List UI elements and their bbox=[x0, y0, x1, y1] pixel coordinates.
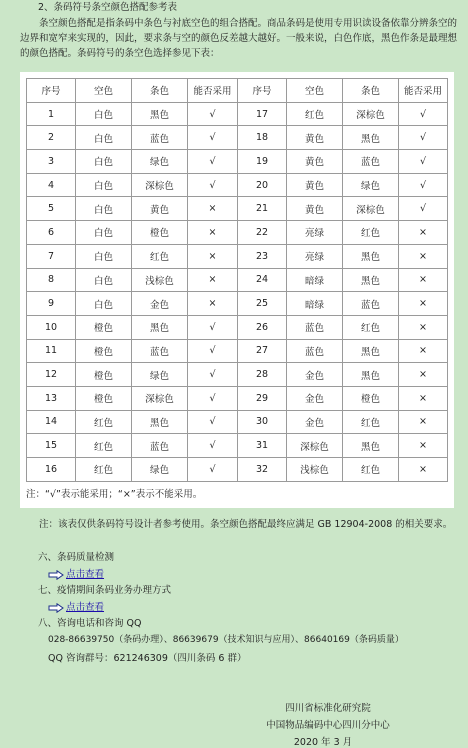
table-row bbox=[27, 386, 448, 410]
table-cell: 白色 bbox=[76, 268, 132, 292]
table-cell: 白色 bbox=[76, 126, 132, 150]
header-cell: 空色 bbox=[76, 79, 132, 103]
signature-org-1: 四川省标准化研究院 bbox=[285, 703, 371, 714]
table-cell: × bbox=[399, 268, 448, 292]
table-cell: 黄色 bbox=[287, 150, 343, 174]
header-cell: 空色 bbox=[287, 79, 343, 103]
table-cell: 橙色 bbox=[76, 339, 132, 363]
table-cell: 黑色 bbox=[343, 363, 399, 387]
table-cell: 22 bbox=[238, 221, 287, 245]
table-cell: 浅棕色 bbox=[287, 458, 343, 482]
table-cell: 6 bbox=[27, 221, 76, 245]
table-row bbox=[27, 244, 448, 268]
signature-date: 2020 年 3 月 bbox=[293, 737, 353, 748]
table-row bbox=[27, 434, 448, 458]
table-cell: 白色 bbox=[76, 102, 132, 126]
table-cell: 红色 bbox=[343, 315, 399, 339]
table-cell: √ bbox=[188, 315, 238, 339]
header-cell: 条色 bbox=[343, 79, 399, 103]
table-cell: 绿色 bbox=[132, 458, 188, 482]
table-cell: 红色 bbox=[132, 244, 188, 268]
table-cell: 绿色 bbox=[132, 363, 188, 387]
table-cell: 黑色 bbox=[343, 126, 399, 150]
table-cell: × bbox=[399, 386, 448, 410]
table-row bbox=[27, 315, 448, 339]
table-cell: √ bbox=[188, 150, 238, 174]
header-cell: 序号 bbox=[238, 79, 287, 103]
table-cell: 蓝色 bbox=[343, 150, 399, 174]
table-cell: 1 bbox=[27, 102, 76, 126]
table-cell: 30 bbox=[238, 410, 287, 434]
table-cell: × bbox=[399, 221, 448, 245]
color-table-panel bbox=[20, 72, 454, 508]
table-cell: 11 bbox=[27, 339, 76, 363]
table-cell: 白色 bbox=[76, 292, 132, 316]
table-cell: 23 bbox=[238, 244, 287, 268]
table-cell: 深棕色 bbox=[132, 173, 188, 197]
table-cell: 18 bbox=[238, 126, 287, 150]
table-cell: 蓝色 bbox=[343, 292, 399, 316]
table-cell: 红色 bbox=[343, 458, 399, 482]
table-cell: × bbox=[188, 197, 238, 221]
table-row bbox=[27, 268, 448, 292]
table-cell: 黄色 bbox=[287, 126, 343, 150]
table-cell: 黑色 bbox=[343, 339, 399, 363]
table-cell: 黄色 bbox=[132, 197, 188, 221]
table-cell: 黄色 bbox=[287, 173, 343, 197]
table-cell: 蓝色 bbox=[132, 434, 188, 458]
table-cell: 暗绿 bbox=[287, 268, 343, 292]
table-cell: 16 bbox=[27, 458, 76, 482]
table-cell: 白色 bbox=[76, 150, 132, 174]
table-cell: √ bbox=[188, 173, 238, 197]
table-row bbox=[27, 292, 448, 316]
section-epidemic-link-row[interactable] bbox=[48, 601, 104, 614]
table-cell: 21 bbox=[238, 197, 287, 221]
table-cell: 暗绿 bbox=[287, 292, 343, 316]
table-cell: 橙色 bbox=[132, 221, 188, 245]
remark-paragraph: 注：该表仅供条码符号设计者参考使用。条空颜色搭配最终应满足 GB 12904-2008 的相关要求。 bbox=[39, 519, 453, 530]
table-cell: 蓝色 bbox=[287, 339, 343, 363]
table-cell: 12 bbox=[27, 363, 76, 387]
table-cell: 金色 bbox=[132, 292, 188, 316]
table-cell: 绿色 bbox=[343, 173, 399, 197]
table-cell: × bbox=[399, 339, 448, 363]
table-cell: × bbox=[399, 410, 448, 434]
table-cell: √ bbox=[399, 173, 448, 197]
table-cell: 白色 bbox=[76, 244, 132, 268]
table-cell: √ bbox=[188, 458, 238, 482]
table-cell: 10 bbox=[27, 315, 76, 339]
table-cell: 17 bbox=[238, 102, 287, 126]
table-row bbox=[27, 458, 448, 482]
table-cell: 20 bbox=[238, 173, 287, 197]
table-cell: √ bbox=[188, 410, 238, 434]
table-cell: 红色 bbox=[76, 410, 132, 434]
table-heading: 2、条码符号条空颜色搭配参考表 bbox=[38, 2, 178, 13]
table-cell: √ bbox=[188, 102, 238, 126]
table-header-row bbox=[27, 79, 448, 103]
table-cell: 7 bbox=[27, 244, 76, 268]
table-cell: √ bbox=[399, 197, 448, 221]
table-cell: × bbox=[188, 221, 238, 245]
header-cell: 序号 bbox=[27, 79, 76, 103]
table-cell: 黑色 bbox=[343, 434, 399, 458]
section-epidemic-title: 七、疫情期间条码业务办理方式 bbox=[38, 585, 172, 596]
table-row bbox=[27, 173, 448, 197]
table-cell: 白色 bbox=[76, 197, 132, 221]
table-cell: 14 bbox=[27, 410, 76, 434]
table-cell: 红色 bbox=[287, 102, 343, 126]
table-cell: 9 bbox=[27, 292, 76, 316]
section-contact-title: 八、咨询电话和咨询 QQ bbox=[38, 618, 142, 629]
table-cell: 黑色 bbox=[343, 244, 399, 268]
table-cell: 亮绿 bbox=[287, 221, 343, 245]
table-cell: 浅棕色 bbox=[132, 268, 188, 292]
table-cell: 红色 bbox=[76, 458, 132, 482]
table-cell: 8 bbox=[27, 268, 76, 292]
table-cell: 橙色 bbox=[76, 363, 132, 387]
table-cell: 橙色 bbox=[343, 386, 399, 410]
table-cell: 红色 bbox=[343, 221, 399, 245]
table-row bbox=[27, 221, 448, 245]
table-cell: 蓝色 bbox=[132, 126, 188, 150]
contact-qq: QQ 咨询群号：621246309（四川条码 6 群） bbox=[48, 653, 247, 664]
table-cell: 2 bbox=[27, 126, 76, 150]
section-quality-title: 六、条码质量检测 bbox=[38, 552, 115, 563]
table-cell: × bbox=[399, 458, 448, 482]
table-cell: × bbox=[399, 244, 448, 268]
section-quality-link-row[interactable] bbox=[48, 568, 104, 581]
table-cell: 深棕色 bbox=[287, 434, 343, 458]
table-cell: 13 bbox=[27, 386, 76, 410]
table-cell: 深棕色 bbox=[343, 197, 399, 221]
table-cell: 26 bbox=[238, 315, 287, 339]
table-cell: 4 bbox=[27, 173, 76, 197]
table-cell: 亮绿 bbox=[287, 244, 343, 268]
table-cell: × bbox=[399, 363, 448, 387]
table-cell: 29 bbox=[238, 386, 287, 410]
table-cell: × bbox=[188, 244, 238, 268]
table-cell: 红色 bbox=[76, 434, 132, 458]
intro-paragraph: 条空颜色搭配是指条码中条色与衬底空色的组合搭配。商品条码是使用专用识读设备依靠分辨条空的边界和宽窄来实现的，因此，要求条与空的颜色反差越大越好。一般来说，白色作底，黑色作条是最理想的颜色搭配。条码符号的条空色选择参见下表： bbox=[20, 18, 458, 59]
table-cell: 27 bbox=[238, 339, 287, 363]
table-cell: 深棕色 bbox=[132, 386, 188, 410]
table-cell: 黄色 bbox=[287, 197, 343, 221]
table-cell: √ bbox=[188, 339, 238, 363]
table-cell: 橙色 bbox=[76, 386, 132, 410]
table-cell: 黑色 bbox=[343, 268, 399, 292]
table-cell: √ bbox=[399, 150, 448, 174]
table-cell: × bbox=[188, 292, 238, 316]
table-cell: 5 bbox=[27, 197, 76, 221]
header-cell: 条色 bbox=[132, 79, 188, 103]
header-cell: 能否采用 bbox=[188, 79, 238, 103]
table-cell: √ bbox=[188, 363, 238, 387]
table-row bbox=[27, 126, 448, 150]
table-cell: 蓝色 bbox=[132, 339, 188, 363]
table-cell: √ bbox=[188, 434, 238, 458]
table-cell: 金色 bbox=[287, 386, 343, 410]
table-row bbox=[27, 363, 448, 387]
contact-phones: 028-86639750（条码办理）、86639679（技术知识与应用）、86640169（条码质量） bbox=[48, 635, 404, 645]
table-row bbox=[27, 102, 448, 126]
table-cell: 25 bbox=[238, 292, 287, 316]
table-cell: 绿色 bbox=[132, 150, 188, 174]
table-cell: 3 bbox=[27, 150, 76, 174]
table-cell: 白色 bbox=[76, 173, 132, 197]
table-cell: 19 bbox=[238, 150, 287, 174]
table-cell: √ bbox=[399, 126, 448, 150]
arrow-right-icon bbox=[48, 570, 64, 580]
table-row bbox=[27, 339, 448, 363]
table-cell: 黑色 bbox=[132, 315, 188, 339]
table-row bbox=[27, 197, 448, 221]
table-cell: 蓝色 bbox=[287, 315, 343, 339]
table-cell: × bbox=[399, 292, 448, 316]
table-cell: 28 bbox=[238, 363, 287, 387]
table-cell: 黑色 bbox=[132, 102, 188, 126]
table-cell: 24 bbox=[238, 268, 287, 292]
quality-link[interactable]: 点击查看 bbox=[66, 569, 105, 580]
table-cell: 橙色 bbox=[76, 315, 132, 339]
table-cell: 15 bbox=[27, 434, 76, 458]
table-cell: 32 bbox=[238, 458, 287, 482]
table-cell: × bbox=[188, 268, 238, 292]
color-combination-table bbox=[26, 78, 448, 482]
signature-org-2: 中国物品编码中心四川分中心 bbox=[266, 720, 390, 731]
arrow-right-icon bbox=[48, 603, 64, 613]
table-cell: √ bbox=[399, 102, 448, 126]
table-cell: 金色 bbox=[287, 410, 343, 434]
table-cell: 红色 bbox=[343, 410, 399, 434]
epidemic-link[interactable]: 点击查看 bbox=[66, 602, 105, 613]
table-cell: 黑色 bbox=[132, 410, 188, 434]
table-cell: 金色 bbox=[287, 363, 343, 387]
table-row bbox=[27, 410, 448, 434]
table-row bbox=[27, 150, 448, 174]
table-note: 注：“√”表示能采用；“×”表示不能采用。 bbox=[26, 489, 203, 500]
table-cell: × bbox=[399, 315, 448, 339]
table-cell: √ bbox=[188, 386, 238, 410]
table-cell: 31 bbox=[238, 434, 287, 458]
table-cell: 白色 bbox=[76, 221, 132, 245]
table-cell: √ bbox=[188, 126, 238, 150]
table-cell: × bbox=[399, 434, 448, 458]
header-cell: 能否采用 bbox=[399, 79, 448, 103]
table-cell: 深棕色 bbox=[343, 102, 399, 126]
